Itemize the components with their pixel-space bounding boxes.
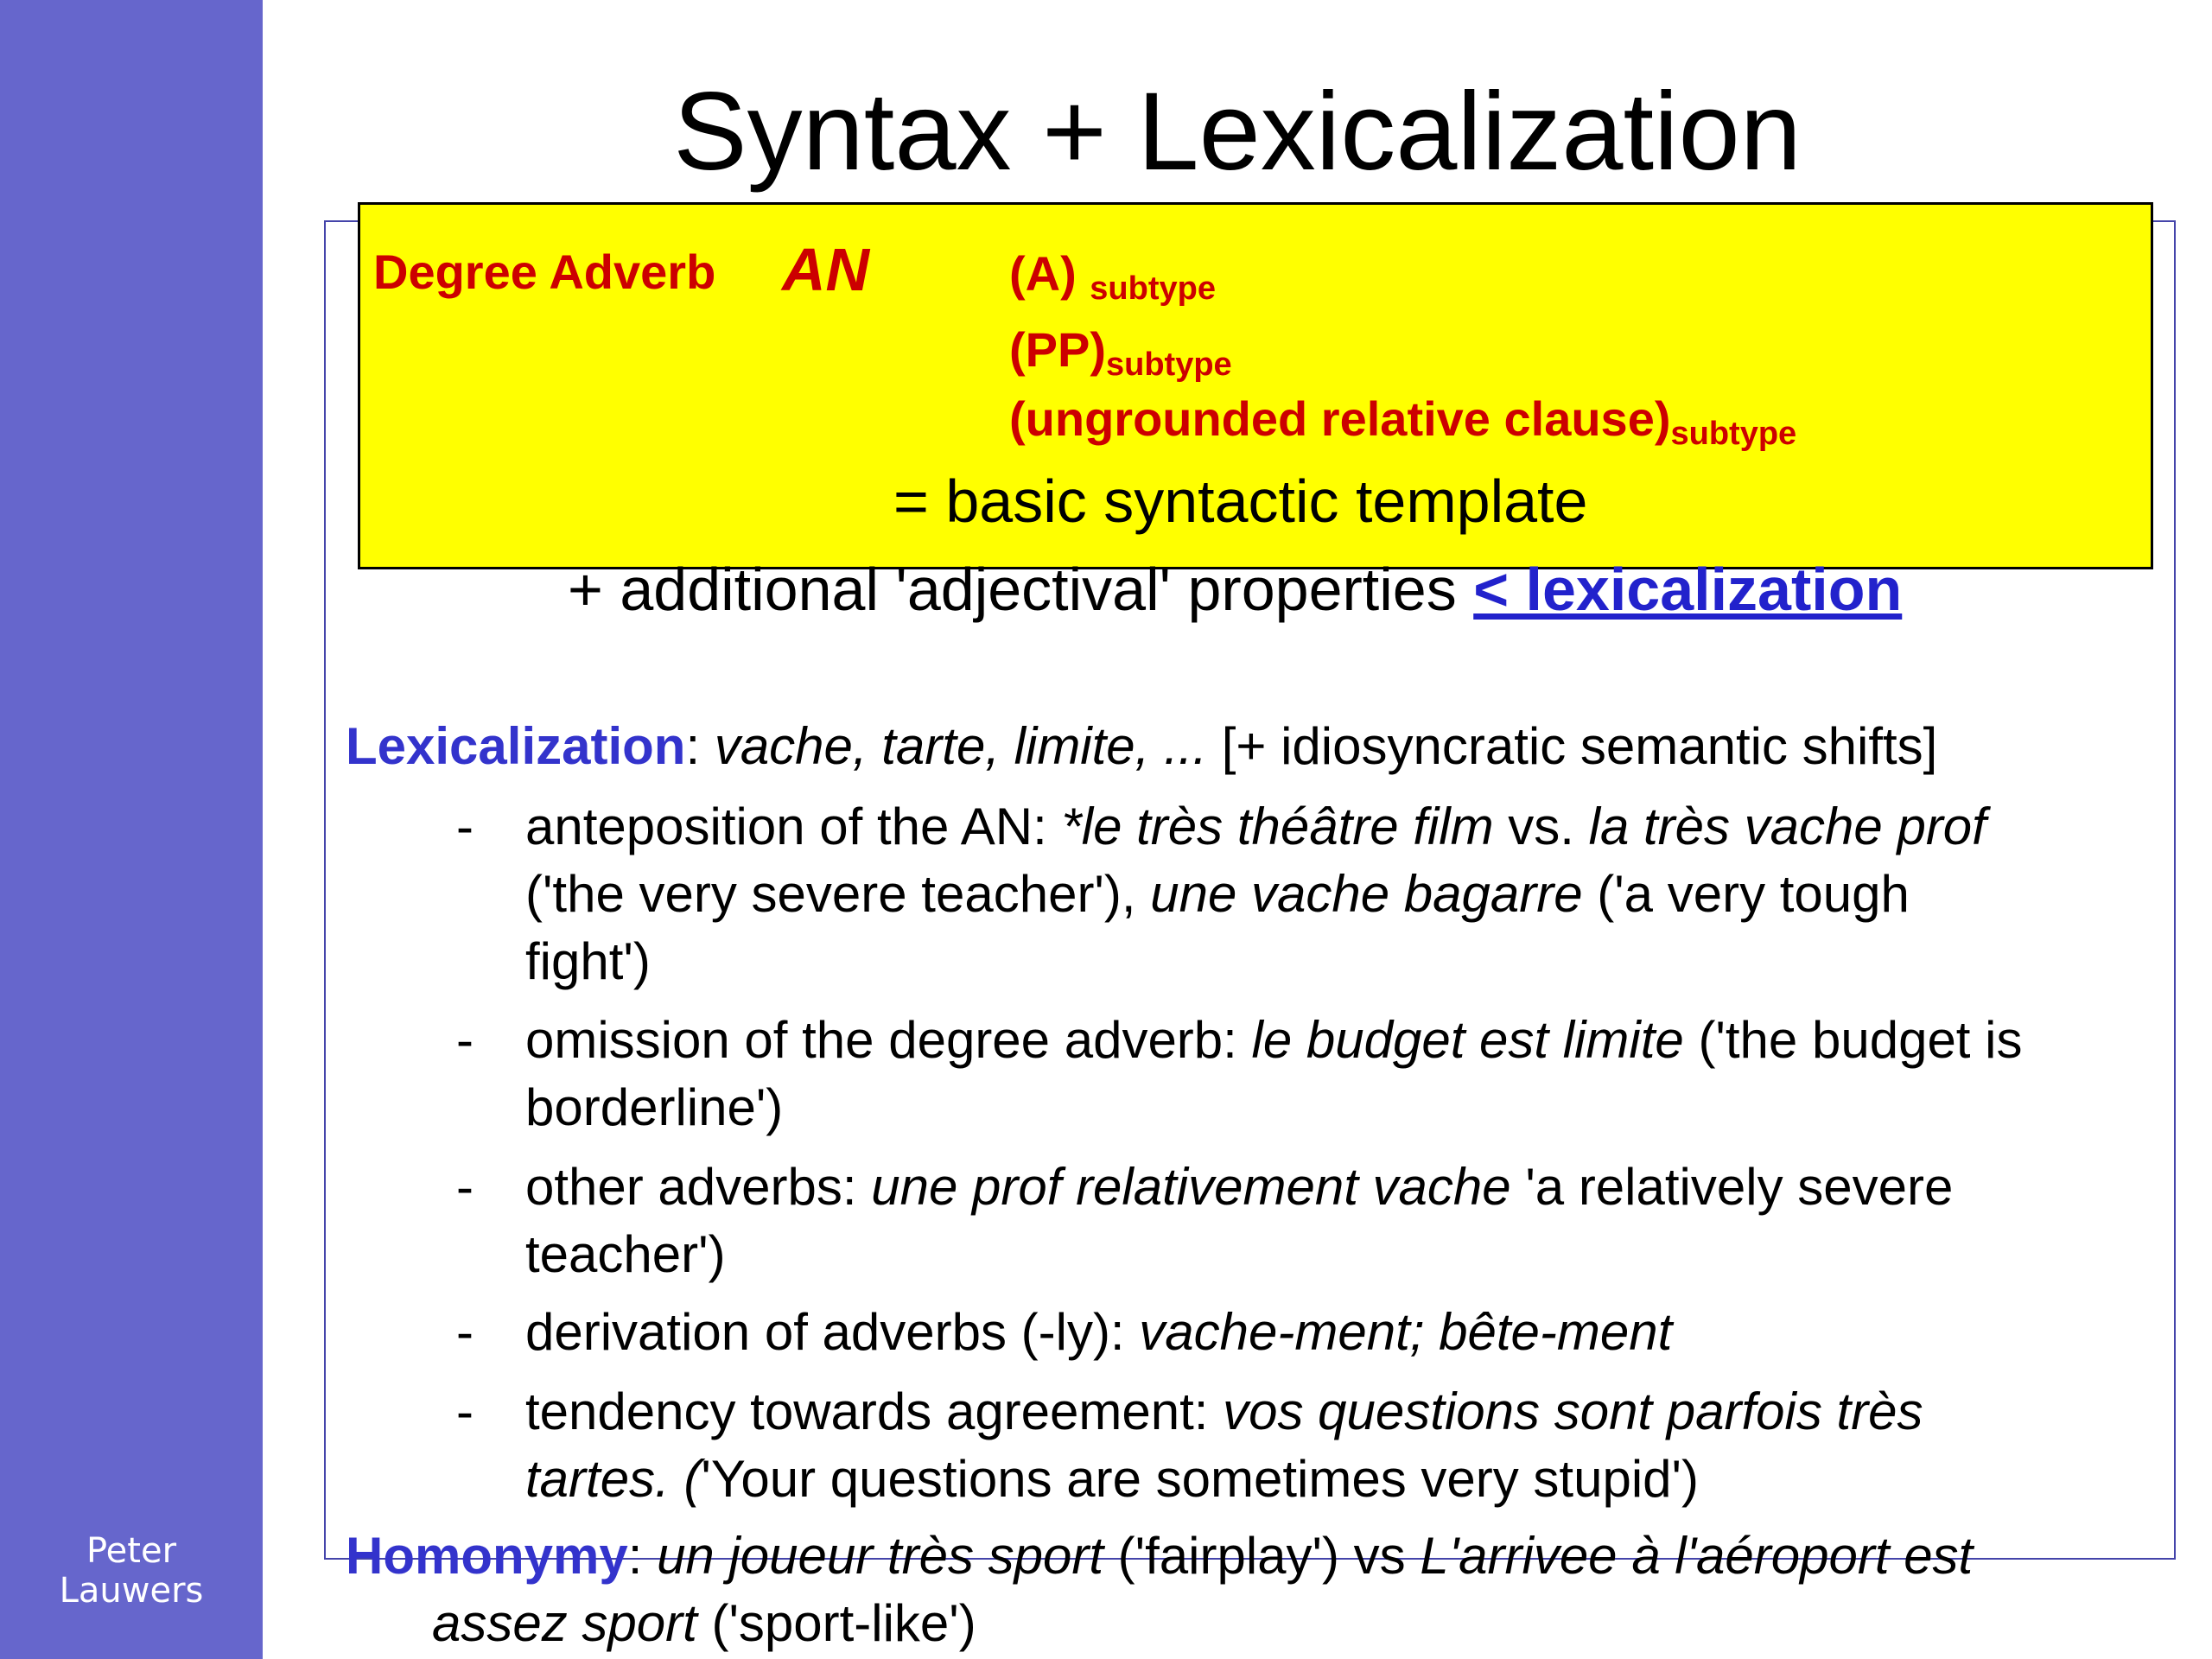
- dash: -: [456, 1303, 474, 1361]
- lexicalization-link[interactable]: < lexicalization: [1473, 556, 1903, 623]
- subtype-line-pp: $(PP)_{subtype}$: [1009, 322, 1232, 383]
- homonymy-line-2: assez sport ('sport-like'): [432, 1594, 976, 1652]
- homonymy-line: Homonymy: un joueur très sport ('fairplay') vs L'arrivee à l'aéroport est: [346, 1527, 1974, 1585]
- dash: -: [456, 798, 474, 855]
- dash: -: [456, 1011, 474, 1069]
- author-last: Lauwers: [59, 1571, 204, 1611]
- an-label: AN: [782, 236, 870, 303]
- dash: -: [456, 1382, 474, 1440]
- lexicalization-heading: Lexicalization: [346, 717, 686, 775]
- author-name: [0, 1531, 263, 1611]
- additional-properties: + additional 'adjectival' properties < lexicalization: [568, 556, 1903, 623]
- subtype-line-relative: (ungrounded relative $clause)_{subtype}$: [1009, 391, 1797, 452]
- basic-template-text: = basic syntactic template: [893, 467, 1588, 535]
- subtype-line-a: (A) $_{subtype}$: [1009, 246, 1216, 307]
- sidebar: [0, 0, 263, 1659]
- lexicalization-line: Lexicalization: vache, tarte, limite, ... [+ idiosyncratic semantic shifts]: [346, 717, 1938, 775]
- homonymy-heading: Homonymy: [346, 1527, 628, 1585]
- dash: -: [456, 1158, 474, 1216]
- slide-title: Syntax + Lexicalization: [673, 70, 1802, 194]
- degree-adverb-label: Degree Adverb: [373, 245, 716, 299]
- author-first: Peter: [86, 1531, 177, 1571]
